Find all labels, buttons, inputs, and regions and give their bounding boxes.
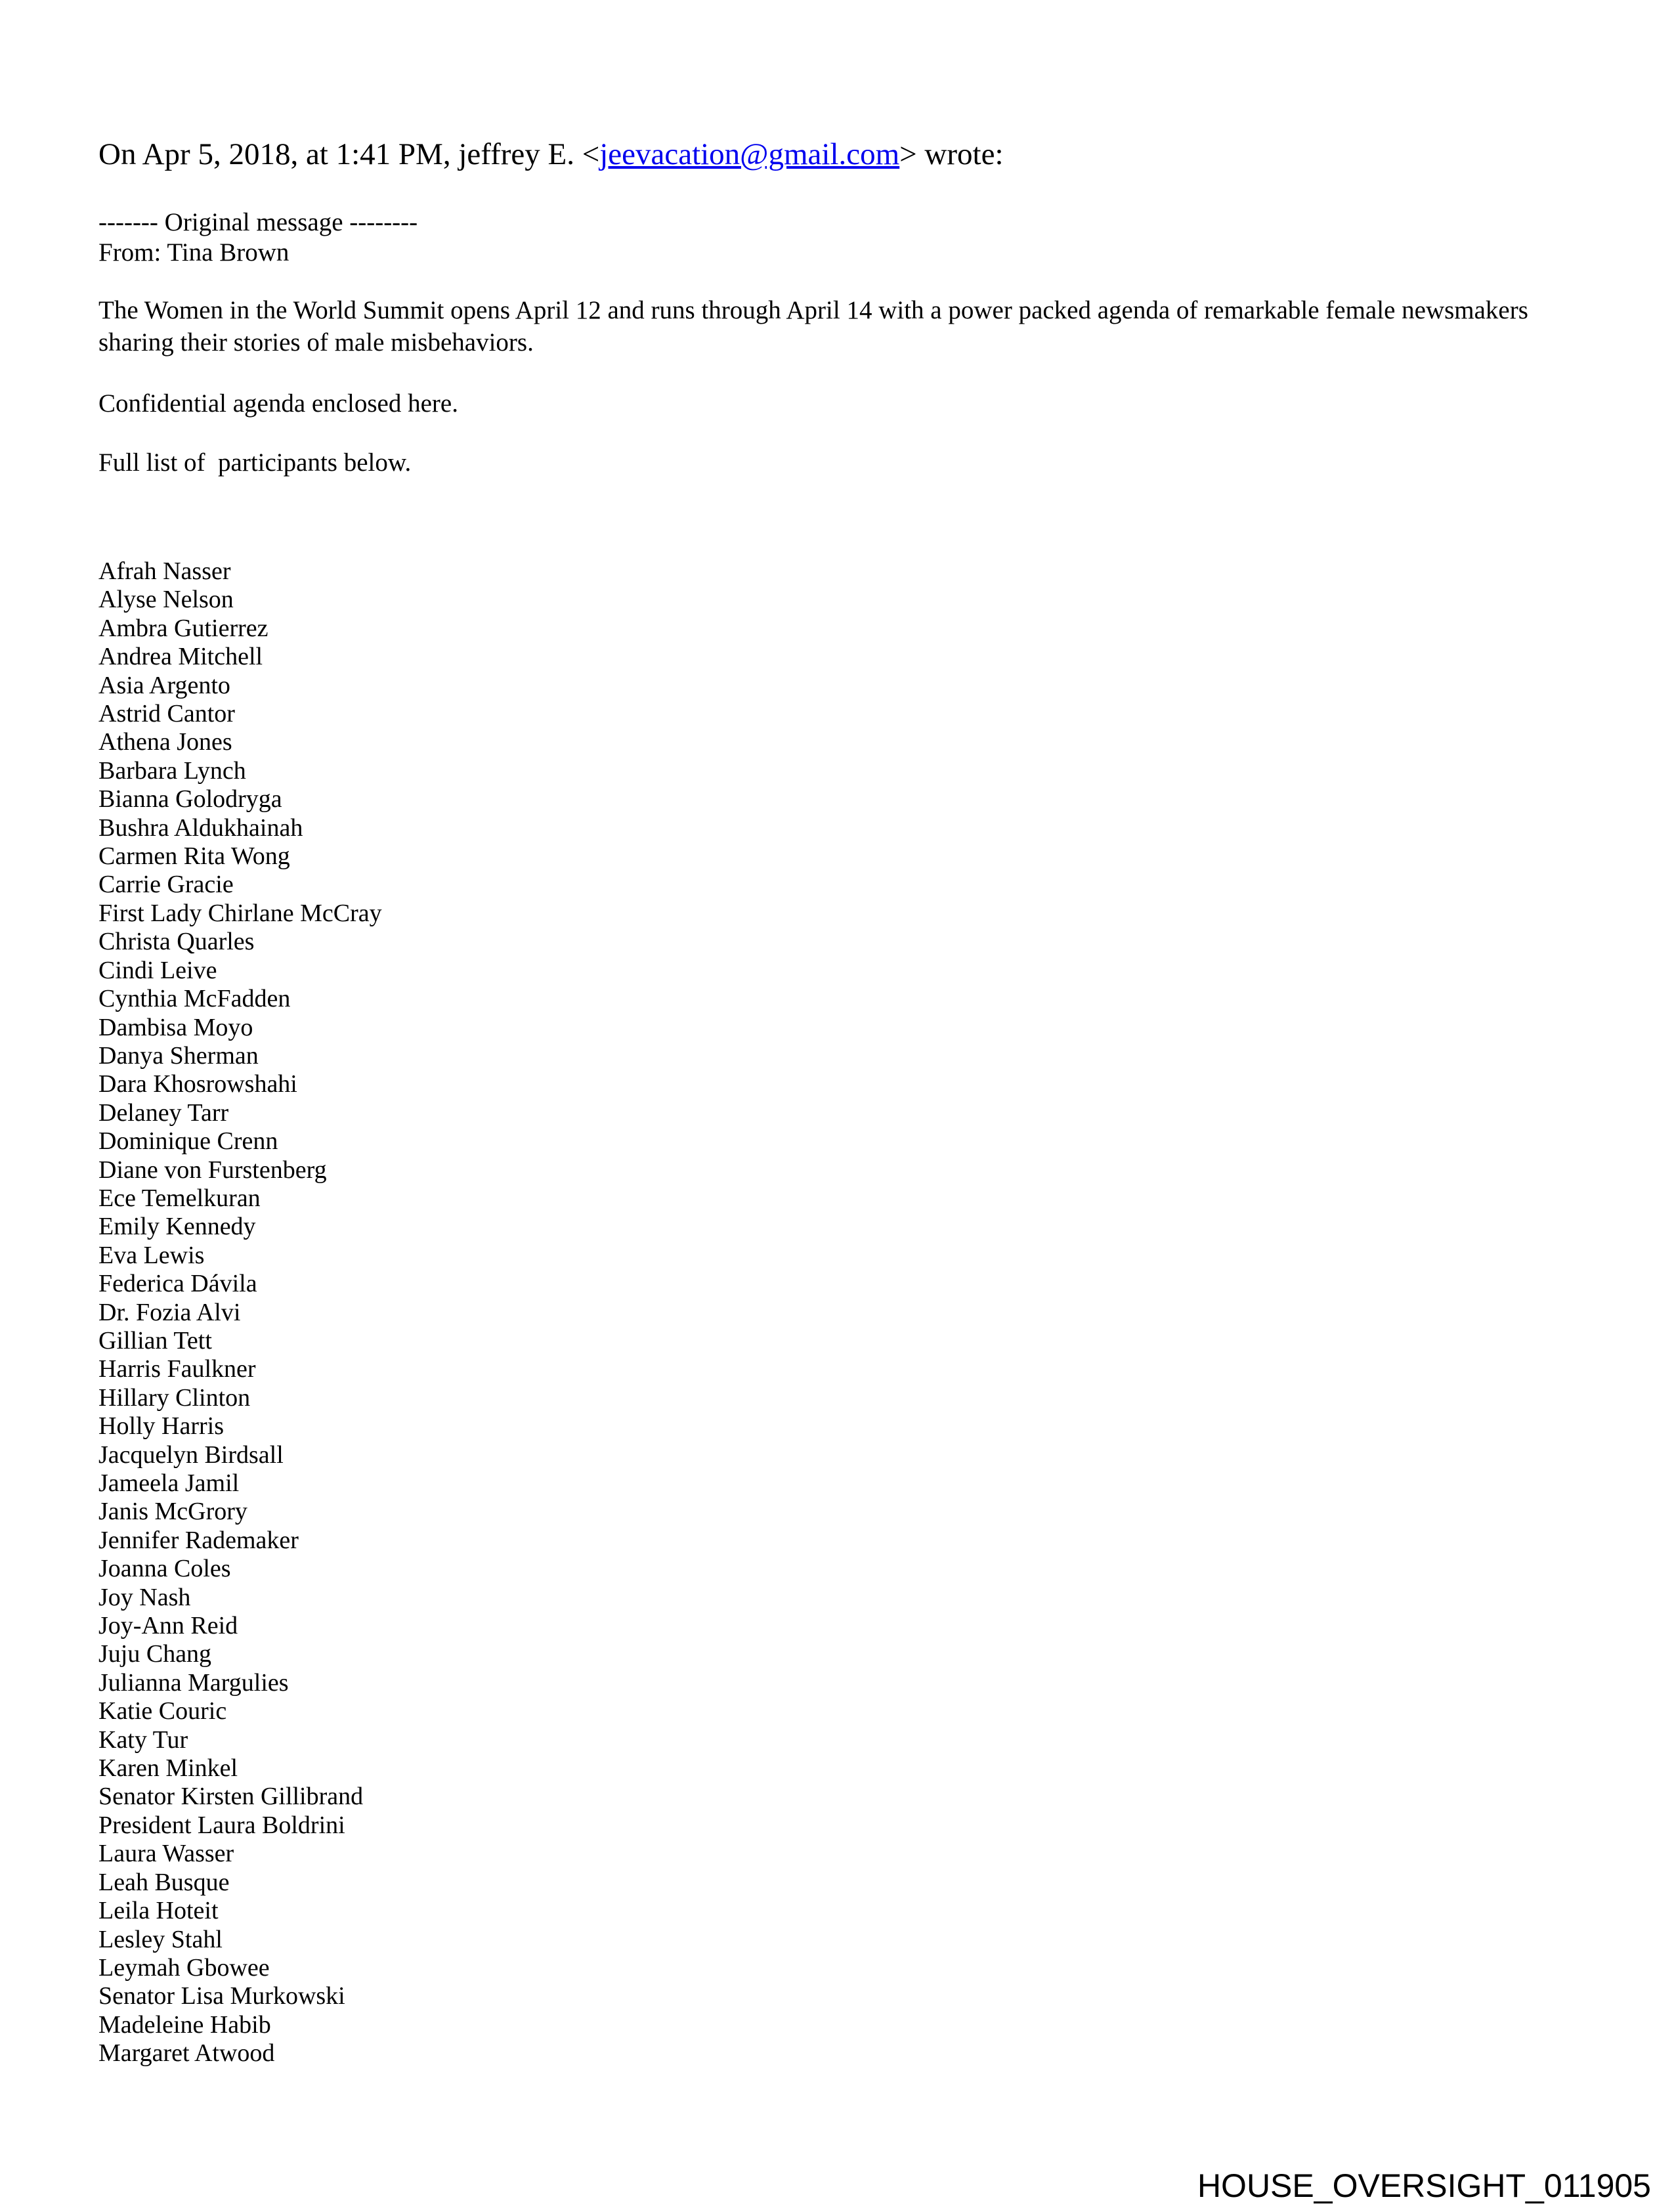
participant-name: Leah Busque xyxy=(98,1868,230,1896)
participant-name: Leila Hoteit xyxy=(98,1897,219,1925)
participant-name: Hillary Clinton xyxy=(98,1383,251,1412)
participant-name: Astrid Cantor xyxy=(98,700,235,728)
participant-name: Dambisa Moyo xyxy=(98,1013,253,1041)
participant-name: Harris Faulkner xyxy=(98,1355,256,1383)
participant-name: Athena Jones xyxy=(98,728,232,756)
participant-name: Jacquelyn Birdsall xyxy=(98,1441,284,1469)
participant-name: Juju Chang xyxy=(98,1640,212,1668)
participant-name: Carmen Rita Wong xyxy=(98,842,290,871)
participant-name: Christa Quarles xyxy=(98,928,255,956)
participant-name: Senator Lisa Murkowski xyxy=(98,1982,345,2010)
participant-name: Lesley Stahl xyxy=(98,1925,223,1953)
original-message-divider: ------- Original message -------- xyxy=(98,208,418,236)
participant-name: Holly Harris xyxy=(98,1412,225,1441)
participant-name: Dr. Fozia Alvi xyxy=(98,1298,241,1326)
participant-name: President Laura Boldrini xyxy=(98,1811,345,1839)
participant-name: Karen Minkel xyxy=(98,1754,238,1783)
participant-name: Margaret Atwood xyxy=(98,2039,275,2068)
participant-name: Cindi Leive xyxy=(98,956,217,984)
participant-name: Janis McGrory xyxy=(98,1498,247,1526)
participant-name: Leymah Gbowee xyxy=(98,1953,270,1982)
participant-name: Laura Wasser xyxy=(98,1840,234,1868)
participant-name: Delaney Tarr xyxy=(98,1098,229,1127)
participant-name: Jennifer Rademaker xyxy=(98,1526,299,1554)
confidential-agenda-line: Confidential agenda enclosed here. xyxy=(98,389,458,418)
participant-name: Barbara Lynch xyxy=(98,756,246,785)
participant-name: Joy Nash xyxy=(98,1583,191,1611)
participant-name: Diane von Furstenberg xyxy=(98,1156,327,1184)
email-attribution-line xyxy=(98,137,1004,172)
full-list-intro-line: Full list of participants below. xyxy=(98,448,412,477)
participant-name: Joy-Ann Reid xyxy=(98,1612,238,1640)
participant-name: Afrah Nasser xyxy=(98,557,231,585)
participant-name: Alyse Nelson xyxy=(98,586,234,614)
participant-name: Jameela Jamil xyxy=(98,1469,240,1497)
sender-email-link[interactable]: jeevacation@gmail.com xyxy=(599,137,900,171)
participant-name: Danya Sherman xyxy=(98,1041,259,1070)
participant-name: Asia Argento xyxy=(98,671,230,699)
participant-name: Bushra Aldukhainah xyxy=(98,813,303,842)
participant-name: Senator Kirsten Gillibrand xyxy=(98,1783,364,1811)
participant-name: Katy Tur xyxy=(98,1725,188,1754)
participant-name: Emily Kennedy xyxy=(98,1213,256,1241)
participant-name: First Lady Chirlane McCray xyxy=(98,899,382,927)
attribution-suffix: > wrote: xyxy=(899,137,1004,171)
participant-name: Eva Lewis xyxy=(98,1241,205,1269)
participant-name: Katie Couric xyxy=(98,1697,227,1725)
participant-name: Julianna Margulies xyxy=(98,1668,289,1697)
participant-name: Cynthia McFadden xyxy=(98,985,291,1013)
participant-name: Federica Dávila xyxy=(98,1270,257,1298)
summit-description-paragraph: The Women in the World Summit opens April 12 and runs through April 14 with a power packed agenda of remarkable female newsmakers sharing their stories of male misbehaviors. xyxy=(98,296,1528,357)
participant-name: Andrea Mitchell xyxy=(98,643,263,671)
participant-name: Bianna Golodryga xyxy=(98,785,282,813)
participants-list xyxy=(98,557,382,2068)
participant-name: Joanna Coles xyxy=(98,1555,231,1583)
participant-name: Ece Temelkuran xyxy=(98,1184,261,1212)
attribution-prefix: On Apr 5, 2018, at 1:41 PM, jeffrey E. < xyxy=(98,137,600,171)
from-line: From: Tina Brown xyxy=(98,238,290,267)
participant-name: Dominique Crenn xyxy=(98,1127,278,1156)
participant-name: Dara Khosrowshahi xyxy=(98,1070,297,1098)
participant-name: Ambra Gutierrez xyxy=(98,614,268,642)
bates-number: HOUSE_OVERSIGHT_011905 xyxy=(1197,2167,1651,2204)
participant-name: Gillian Tett xyxy=(98,1326,212,1355)
participant-name: Madeleine Habib xyxy=(98,2010,271,2039)
participant-name: Carrie Gracie xyxy=(98,871,234,899)
